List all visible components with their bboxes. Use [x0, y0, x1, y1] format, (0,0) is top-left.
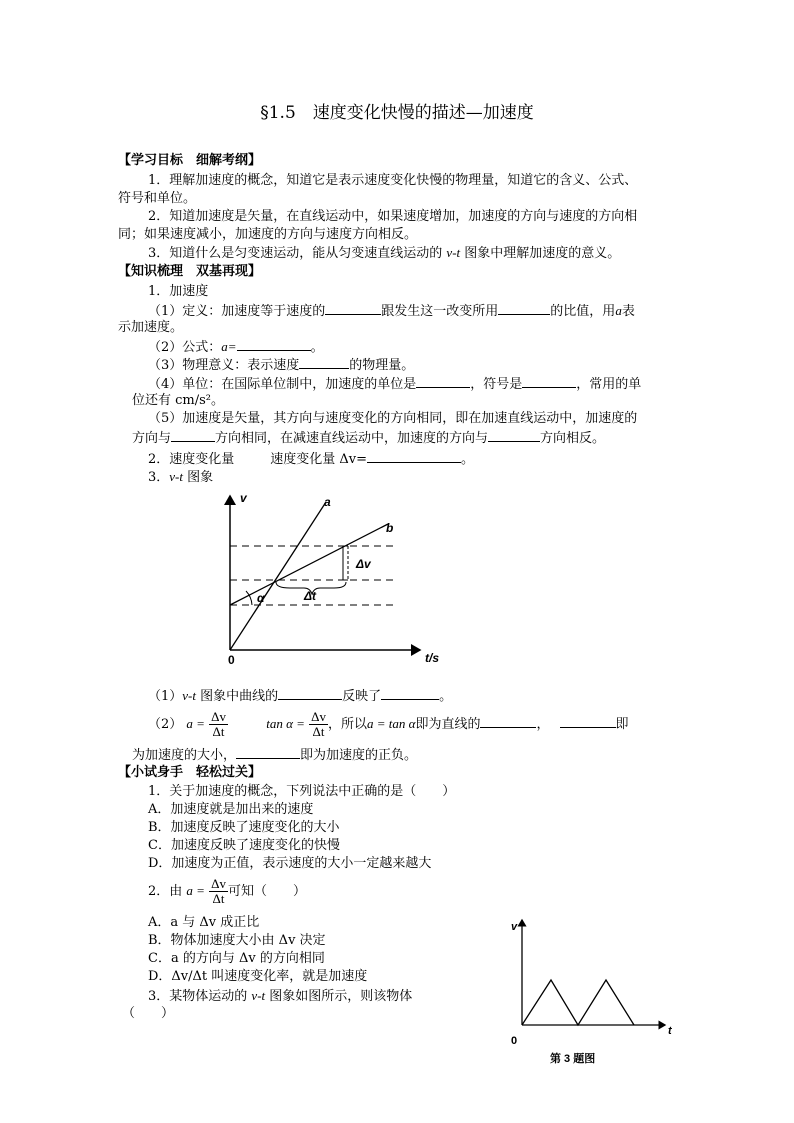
fraction-denominator: Δt [212, 724, 225, 739]
angle-arc [246, 591, 252, 605]
blank-field[interactable] [522, 374, 576, 388]
definition-line-2: 示加速度。 [118, 320, 184, 335]
delta-v-bracket [343, 546, 348, 580]
fraction-numerator: Δv [211, 876, 226, 891]
velocity-change-end: 。 [461, 452, 475, 467]
vt-graph-figure [200, 488, 460, 670]
practice-question-2 [148, 873, 306, 910]
blank-field[interactable] [299, 355, 349, 369]
pq3-text-a: 3．某物体运动的 [148, 989, 248, 1004]
fraction-denominator: Δt [312, 724, 325, 739]
practice-question-3 [148, 987, 412, 1006]
goal-1-line-1: 1．理解加速度的概念，知道它是表示速度变化快慢的物理量，知道它的含义、公式、 [148, 173, 638, 188]
q1-option-d[interactable]: D．加速度为正值，表示速度的大小一定越来越大 [148, 856, 432, 871]
q2-option-d[interactable]: D．Δv/Δt 叫速度变化率，就是加速度 [148, 969, 368, 984]
blank-field[interactable] [560, 714, 616, 728]
q2-text-e: 即 [615, 717, 629, 732]
topic-acceleration: 1．加速度 [148, 284, 209, 299]
goal-2-line-2: 同；如果速度减小，加速度的方向与速度方向相反。 [118, 227, 418, 242]
blank-field[interactable] [367, 449, 461, 463]
q1-text-b: 图象中曲线的 [196, 689, 279, 704]
definition-text-b: 跟发生这一改变所用 [381, 304, 499, 319]
vector-text-c: 方向相同，在减速直线运动中，加速度的方向与 [215, 431, 489, 446]
meaning-text-b: 的物理量。 [349, 358, 415, 373]
q3-t-label: t [668, 1025, 672, 1037]
goal-2-line-1: 2．知道加速度是矢量，在直线运动中，如果速度增加，加速度的方向与速度的方向相 [148, 209, 638, 224]
unit-line [148, 374, 641, 394]
blank-field[interactable] [416, 374, 470, 388]
graph-question-2 [148, 706, 629, 743]
blank-field[interactable] [381, 686, 439, 700]
q1-option-a[interactable]: A．加速度就是加出来的速度 [148, 802, 314, 817]
goal-3-text-b: 图象中理解加速度的意义。 [464, 246, 621, 261]
formula-end: 。 [310, 340, 324, 355]
fraction-numerator: Δv [311, 709, 326, 724]
goal-3-vt: v-t [446, 245, 461, 260]
vector-text-d: 方向相反。 [540, 431, 606, 446]
section-heading-practice: 【小试身手 轻松过关】 [118, 765, 262, 780]
blank-field[interactable] [480, 714, 536, 728]
fraction-denominator: Δt [212, 891, 225, 906]
delta-t-label: Δt [304, 589, 317, 603]
pq3-vt: v-t [251, 988, 266, 1003]
blank-field[interactable] [236, 745, 300, 759]
q3-origin-label: 0 [511, 1035, 518, 1047]
delta-v-label: Δv [356, 557, 371, 571]
pq2-text-a: 2．由 [148, 884, 183, 899]
definition-text-c: 的比值，用 [550, 304, 616, 319]
q1-text-c: 反映了 [342, 689, 382, 704]
vt-graph-text: 图象 [183, 470, 214, 485]
blank-field[interactable] [325, 301, 381, 315]
q3-velocity-curve [522, 980, 634, 1025]
goal-1-line-2: 符号和单位。 [118, 191, 197, 206]
blank-field[interactable] [171, 428, 215, 442]
q1-text-d: 。 [439, 689, 453, 704]
line-b-label: b [386, 521, 394, 535]
blank-field[interactable] [237, 337, 311, 351]
q2-a-eq: a = [186, 716, 205, 731]
q2-relation: a = tan α [367, 716, 416, 731]
vector-text-b: 方向与 [132, 431, 172, 446]
velocity-change-line [148, 449, 474, 469]
line-a-label: a [324, 495, 331, 509]
unit-text-c: ，常用的单 [576, 377, 642, 392]
q2-prefix: （2） [148, 717, 183, 732]
q3-vt-graph-figure [505, 912, 685, 1072]
q2-option-a[interactable]: A．a 与 Δv 成正比 [148, 915, 260, 930]
line-a [230, 502, 326, 650]
pq2-text-b: 可知（ ） [227, 884, 306, 899]
velocity-change-text-a: 2．速度变化量 [148, 452, 235, 467]
pq2-eq: a = [186, 883, 205, 898]
q2-tan-eq: tan α = [266, 716, 305, 731]
q3-text-b: 即为加速度的正负。 [300, 748, 418, 763]
meaning-text-a: （3）物理意义：表示速度 [148, 358, 300, 373]
q2-fraction-1 [209, 710, 228, 739]
graph-question-1 [148, 686, 452, 706]
practice-question-3-cont: （ ） [122, 1006, 175, 1021]
graph-question-2-cont [132, 745, 417, 765]
vector-line-1: （5）加速度是矢量，其方向与速度变化的方向相同，即在加速直线运动中，加速度的 [148, 411, 638, 426]
unit-text-b: ，符号是 [470, 377, 523, 392]
q3-text-a: 为加速度的大小， [132, 748, 237, 763]
q1-option-b[interactable]: B．加速度反映了速度变化的大小 [148, 820, 340, 835]
formula-line [148, 337, 324, 357]
pq2-fraction [209, 877, 228, 906]
q2-text-d: ， [536, 717, 550, 732]
blank-field[interactable] [488, 428, 540, 442]
q3-caption: 第 3 题图 [550, 1053, 596, 1065]
definition-symbol: a [615, 303, 622, 318]
definition-line [148, 301, 635, 321]
fraction-numerator: Δv [211, 709, 226, 724]
v-axis-label: v [240, 491, 247, 505]
formula-text: （2）公式： [148, 340, 222, 355]
practice-question-1: 1．关于加速度的概念，下列说法中正确的是（ ） [148, 784, 456, 799]
blank-field[interactable] [498, 301, 550, 315]
q2-option-b[interactable]: B．物体加速度大小由 Δv 决定 [148, 933, 326, 948]
goal-3 [148, 244, 620, 263]
unit-text-a: （4）单位：在国际单位制中，加速度的单位是 [148, 377, 417, 392]
q2-option-c[interactable]: C．a 的方向与 Δv 的方向相同 [148, 951, 325, 966]
origin-label: 0 [228, 653, 235, 667]
angle-label: α [257, 591, 265, 605]
pq3-text-b: 图象如图所示，则该物体 [269, 989, 413, 1004]
section-heading-goals: 【学习目标 细解考纲】 [118, 153, 262, 168]
meaning-line [148, 355, 414, 375]
vt-graph-vt: v-t [169, 469, 183, 484]
t-axis-label: t/s [425, 651, 440, 665]
q1-prefix: （1） [148, 689, 183, 704]
page-title: §1.5 速度变化快慢的描述—加速度 [260, 103, 534, 123]
q2-text-b: ，所以 [327, 717, 367, 732]
q1-vt: v-t [182, 688, 196, 703]
q1-option-c[interactable]: C．加速度反映了速度变化的快慢 [148, 838, 340, 853]
definition-text-a: （1）定义：加速度等于速度的 [148, 304, 326, 319]
q3-v-label: v [511, 921, 518, 933]
vt-graph-heading [148, 468, 213, 487]
blank-field[interactable] [278, 686, 342, 700]
goal-3-text-a: 3．知道什么是匀变速运动，能从匀变速直线运动的 [148, 246, 443, 261]
q2-fraction-2 [309, 710, 328, 739]
formula-symbol: a= [221, 339, 237, 354]
vector-line-2 [132, 428, 605, 448]
unit-line-2: 位还有 cm/s²。 [132, 393, 225, 408]
section-heading-knowledge: 【知识梳理 双基再现】 [118, 264, 262, 279]
velocity-change-text-b: 速度变化量 Δv= [270, 452, 368, 467]
definition-text-d: 表 [621, 304, 635, 319]
q2-text-c: 即为直线的 [415, 717, 481, 732]
vt-graph-num: 3． [148, 470, 170, 485]
